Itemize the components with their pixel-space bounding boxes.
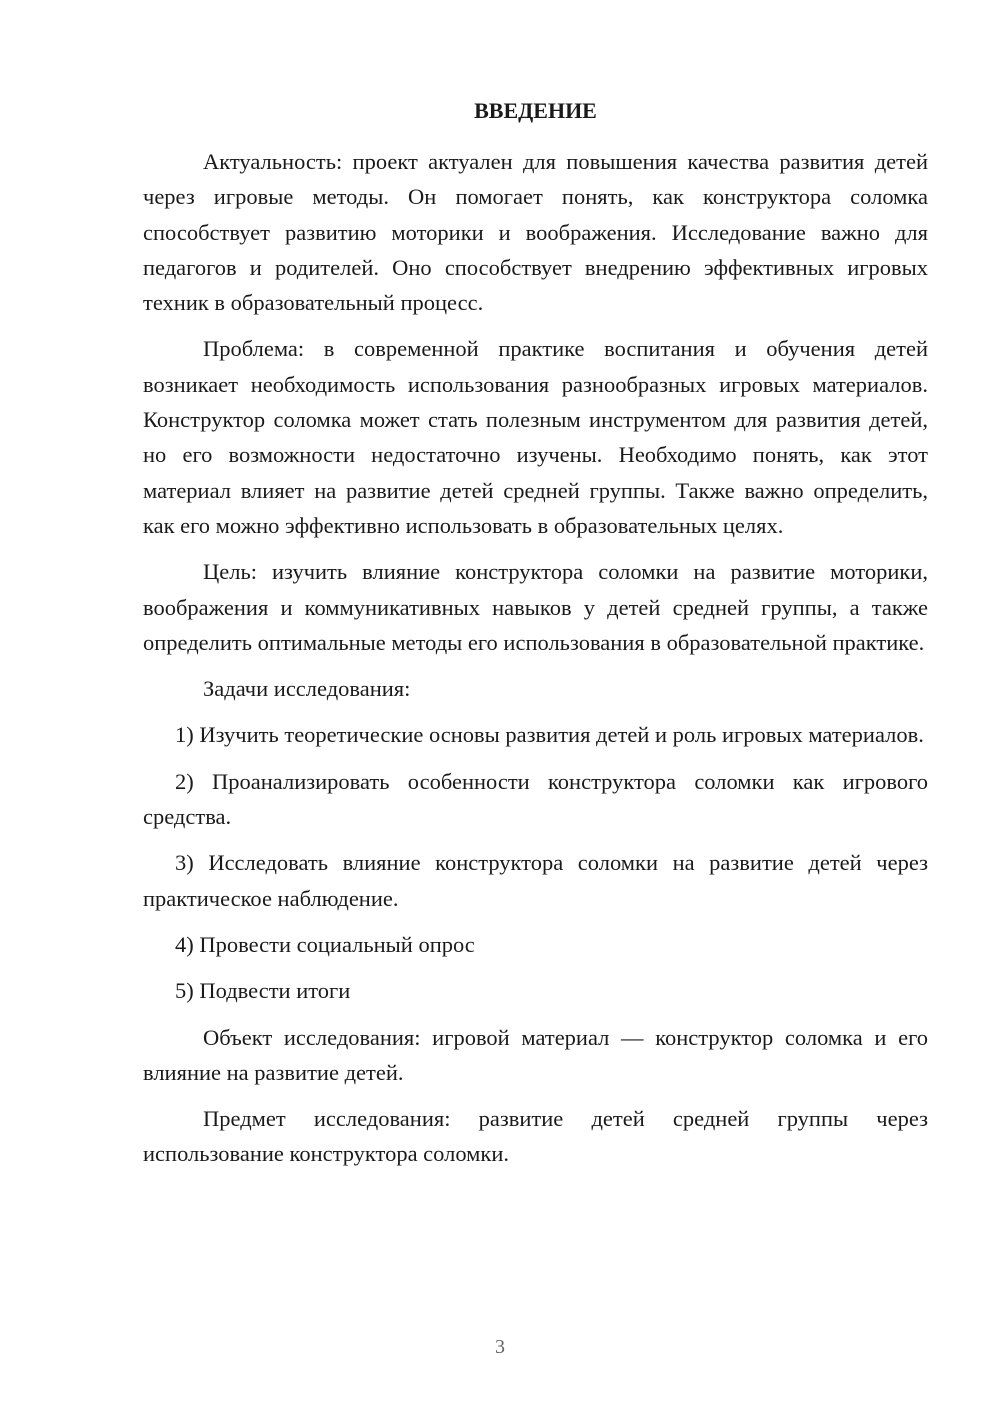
page-title: ВВЕДЕНИЕ	[474, 98, 597, 123]
task-item-5: 5) Подвести итоги	[175, 978, 351, 1004]
paragraph-subject: Предмет исследования: развитие детей средней группы через использование конструктора соломки.	[143, 1106, 928, 1167]
task-item-3: 3) Исследовать влияние конструктора соломки на развитие детей через практическое наблюдение.	[143, 850, 928, 911]
task-item-1: 1) Изучить теоретические основы развития детей и роль игровых материалов.	[175, 722, 924, 748]
task-item-2: 2) Проанализировать особенности конструктора соломки как игрового средства.	[143, 768, 928, 830]
page-number: 3	[495, 1336, 505, 1358]
paragraph-relevance: Актуальность: проект актуален для повышения качества развития детей через игровые методы. Он помогает понять, как конструктора соломка способствует развитию моторики и воображения. Исследование важно для педагогов и родителей. Оно способствует внедрению эффективных игровых техник в образовательный процесс.	[143, 149, 928, 316]
page-content	[143, 96, 928, 1172]
paragraph-problem: Проблема: в современной практике воспитания и обучения детей возникает необходимость использования разнообразных игровых материалов. Конструктор соломка может стать полезным инструментом для развития детей, но его возможности недостаточно изучены. Необходимо понять, как этот материал влияет на развитие детей средней группы. Также важно определить, как его можно эффективно использовать в образовательных целях.	[143, 336, 928, 538]
paragraph-object: Объект исследования: игровой материал — конструктор соломка и его влияние на развитие детей.	[143, 1024, 928, 1085]
paragraph-goal: Цель: изучить влияние конструктора соломки на развитие моторики, воображения и коммуникативных навыков у детей средней группы, а также определить оптимальные методы его использования в образовательной практике.	[143, 559, 928, 655]
task-item-4: 4) Провести социальный опрос	[175, 931, 475, 957]
tasks-heading: Задачи исследования:	[203, 676, 411, 702]
